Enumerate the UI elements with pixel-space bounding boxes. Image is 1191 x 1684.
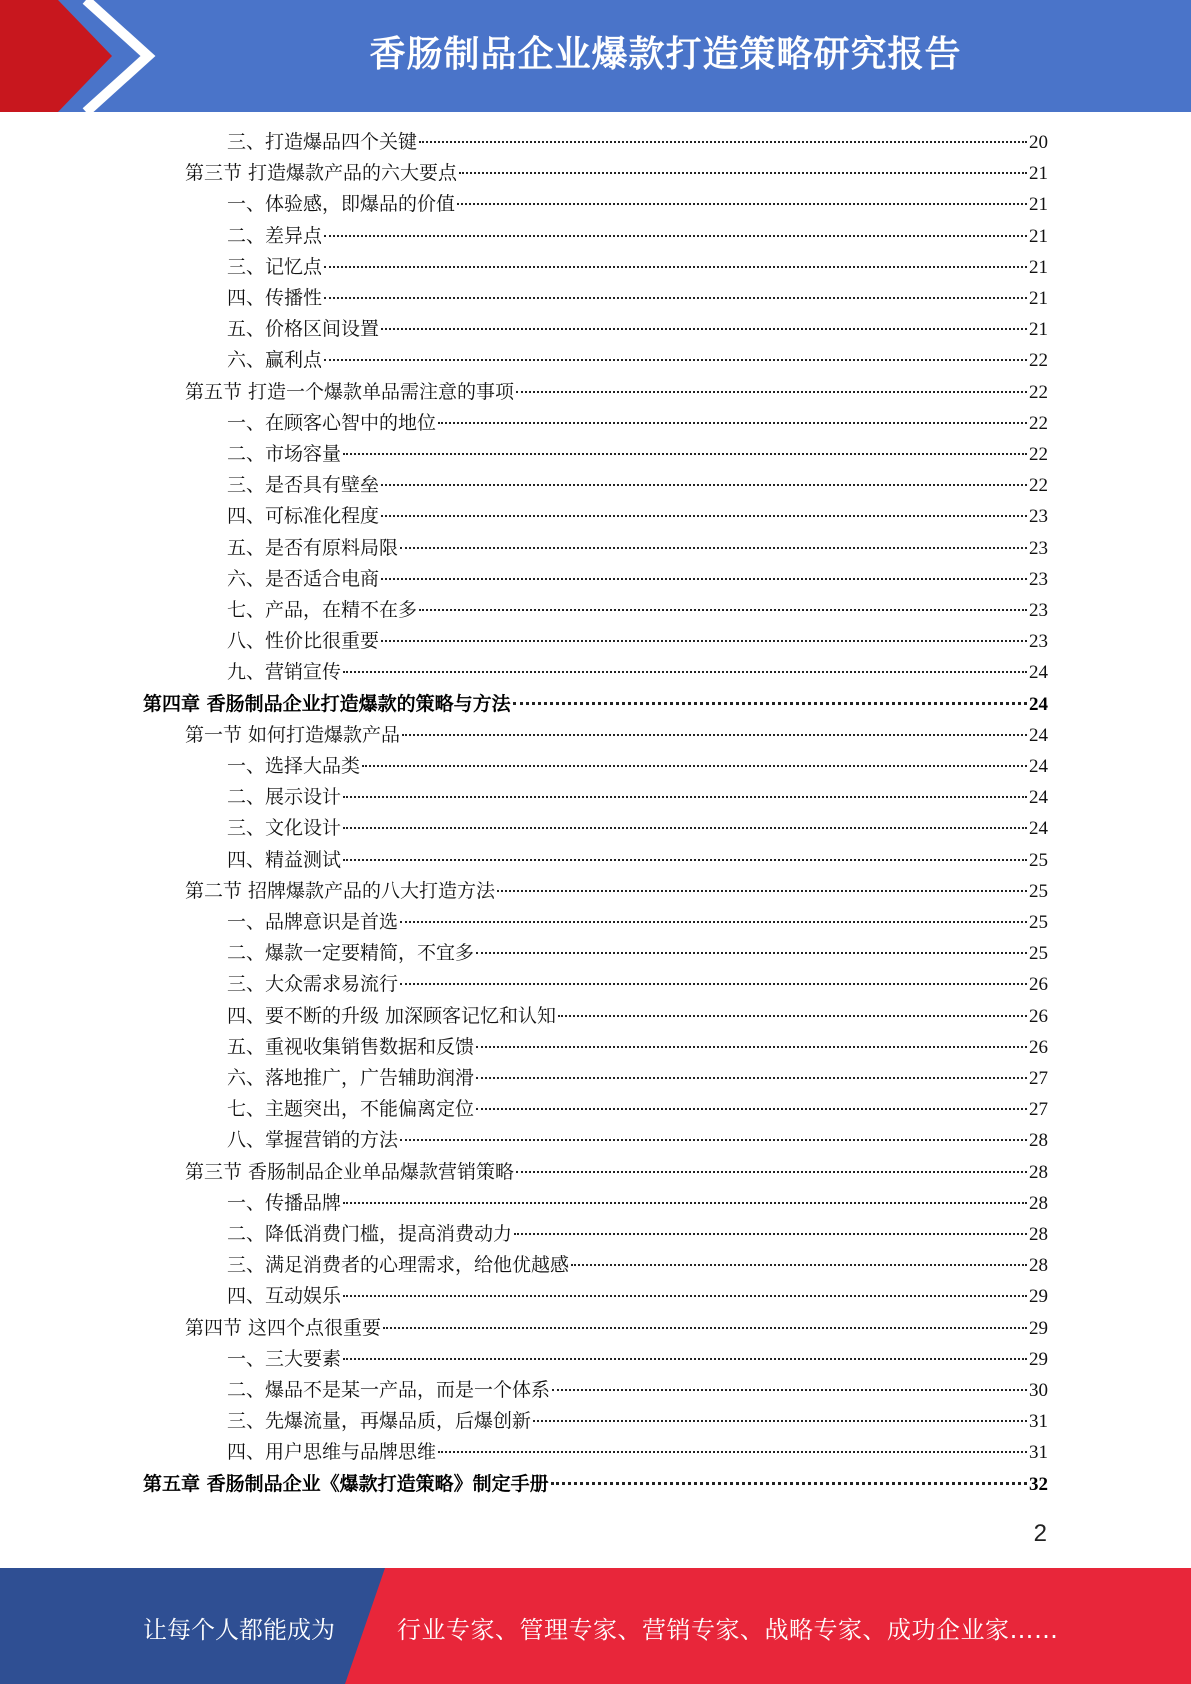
toc-entry-section[interactable] (185, 378, 1048, 406)
toc-dot-leader (516, 391, 1027, 393)
toc-entry-page: 22 (1029, 412, 1048, 434)
toc-dot-leader (343, 671, 1027, 673)
toc-entry-page: 21 (1029, 225, 1048, 247)
toc-entry-page: 25 (1029, 849, 1048, 871)
toc-entry-page: 28 (1029, 1224, 1048, 1245)
toc-entry-page: 24 (1029, 693, 1048, 715)
toc-entry-item[interactable] (227, 222, 1048, 250)
toc-entry-title: 第二节 招牌爆款产品的八大打造方法 (185, 879, 496, 902)
toc-entry-page: 23 (1029, 631, 1048, 653)
toc-entry-page: 31 (1029, 1411, 1048, 1433)
toc-entry-page: 21 (1029, 319, 1048, 341)
toc-entry-item[interactable] (227, 1002, 1048, 1030)
toc-entry-item[interactable] (227, 1251, 1048, 1279)
toc-entry-page: 28 (1029, 1161, 1048, 1183)
toc-dot-leader (497, 890, 1027, 892)
toc-entry-page: 28 (1029, 1192, 1048, 1214)
toc-entry-page: 26 (1029, 1036, 1048, 1058)
toc-entry-title: 一、品牌意识是首选 (227, 911, 399, 933)
toc-dot-leader (362, 765, 1027, 767)
page-number: 2 (1033, 1520, 1047, 1547)
toc-entry-title: 四、传播性 (227, 287, 323, 309)
toc-entry-title: 二、降低消费门槛，提高消费动力 (227, 1223, 513, 1245)
toc-dot-leader (381, 328, 1027, 330)
footer-slogan-lead: 让每个人都能成为 (143, 1616, 335, 1644)
toc-dot-leader (419, 141, 1027, 143)
toc-dot-leader (343, 1202, 1027, 1204)
toc-entry-title: 六、是否适合电商 (227, 567, 380, 590)
toc-entry-title: 第三节 香肠制品企业单品爆款营销策略 (185, 1160, 515, 1183)
toc-entry-chapter[interactable] (143, 1470, 1048, 1498)
toc-entry-page: 24 (1029, 787, 1048, 809)
toc-entry-title: 一、在顾客心智中的地位 (227, 411, 437, 434)
toc-entry-title: 第五章 香肠制品企业《爆款打造策略》制定手册 (143, 1472, 549, 1495)
toc-entry-item[interactable] (227, 440, 1048, 468)
toc-dot-leader (551, 1482, 1027, 1485)
toc-entry-page: 22 (1029, 444, 1048, 465)
toc-entry-page: 25 (1029, 912, 1048, 933)
toc-dot-leader (383, 1327, 1027, 1329)
toc-entry-item[interactable] (227, 1064, 1048, 1092)
toc-entry-item[interactable] (227, 658, 1048, 686)
toc-entry-item[interactable] (227, 846, 1048, 874)
report-title: 香肠制品企业爆款打造策略研究报告 (369, 34, 962, 75)
toc-entry-title: 六、落地推广，广告辅助润滑 (227, 1067, 475, 1089)
toc-entry-title: 三、记忆点 (227, 255, 323, 278)
toc-dot-leader (324, 359, 1027, 361)
toc-entry-page: 32 (1029, 1473, 1048, 1495)
toc-entry-item[interactable] (227, 471, 1048, 499)
toc-entry-title: 二、爆款一定要精简，不宜多 (227, 942, 475, 965)
toc-entry-item[interactable] (227, 502, 1048, 530)
toc-entry-title: 四、用户思维与品牌思维 (227, 1441, 437, 1464)
toc-entry-item[interactable] (227, 752, 1048, 780)
toc-dot-leader (476, 1108, 1027, 1110)
toc-entry-page: 29 (1029, 1348, 1048, 1370)
toc-entry-item[interactable] (227, 1282, 1048, 1310)
toc-entry-item[interactable] (227, 1220, 1048, 1248)
toc-entry-item[interactable] (227, 814, 1048, 842)
toc-dot-leader (381, 578, 1027, 580)
toc-entry-page: 31 (1029, 1442, 1048, 1464)
toc-entry-page: 27 (1029, 1068, 1048, 1089)
toc-entry-title: 三、打造爆品四个关键 (227, 131, 418, 153)
toc-entry-title: 九、营销宣传 (227, 661, 342, 684)
toc-entry-page: 22 (1029, 475, 1048, 497)
toc-entry-page: 30 (1029, 1380, 1048, 1401)
toc-entry-item[interactable] (227, 970, 1048, 998)
toc-entry-title: 三、是否具有壁垒 (227, 474, 380, 497)
toc-entry-item[interactable] (227, 284, 1048, 312)
toc-entry-title: 第三节 打造爆款产品的六大要点 (185, 162, 458, 185)
toc-entry-title: 三、文化设计 (227, 817, 342, 840)
toc-entry-item[interactable] (227, 190, 1048, 218)
toc-dot-leader (343, 453, 1027, 455)
page-footer (0, 1568, 1191, 1684)
toc-dot-leader (400, 983, 1027, 985)
toc-entry-page: 26 (1029, 1005, 1048, 1027)
toc-entry-page: 21 (1029, 194, 1048, 216)
toc-entry-title: 二、爆品不是某一产品，而是一个体系 (227, 1379, 551, 1401)
toc-entry-item[interactable] (227, 315, 1048, 343)
toc-entry-title: 二、差异点 (227, 224, 323, 247)
toc-entry-item[interactable] (227, 596, 1048, 624)
toc-dot-leader (343, 796, 1027, 798)
toc-entry-item[interactable] (227, 534, 1048, 562)
toc-entry-page: 20 (1029, 132, 1048, 153)
toc-dot-leader (571, 1264, 1027, 1266)
toc-dot-leader (400, 1139, 1027, 1141)
toc-entry-title: 一、三大要素 (227, 1347, 342, 1370)
toc-entry-item[interactable] (227, 908, 1048, 936)
toc-entry-item[interactable] (227, 346, 1048, 374)
toc-entry-item[interactable] (227, 1189, 1048, 1217)
footer-slogan-roles: 行业专家、管理专家、营销专家、战略专家、成功企业家…… (397, 1616, 1059, 1644)
toc-entry-page: 21 (1029, 163, 1048, 185)
toc-dot-leader (459, 172, 1027, 174)
page-header (0, 0, 1191, 112)
toc-entry-page: 29 (1029, 1317, 1048, 1339)
toc-entry-title: 三、大众需求易流行 (227, 973, 399, 996)
toc-dot-leader (381, 640, 1027, 642)
toc-dot-leader (343, 1358, 1027, 1360)
toc-dot-leader (476, 1077, 1027, 1079)
toc-entry-page: 23 (1029, 537, 1048, 559)
toc-entry-page: 28 (1029, 1255, 1048, 1277)
toc-entry-title: 第四节 这四个点很重要 (185, 1316, 382, 1339)
toc-entry-title: 七、主题突出，不能偏离定位 (227, 1098, 475, 1121)
toc-dot-leader (381, 515, 1027, 517)
toc-dot-leader (402, 734, 1027, 736)
toc-entry-page: 27 (1029, 1099, 1048, 1121)
toc-entry-item[interactable] (227, 409, 1048, 437)
toc-entry-item[interactable] (227, 253, 1048, 281)
toc-entry-title: 一、选择大品类 (227, 755, 361, 777)
toc-entry-page: 24 (1029, 818, 1048, 840)
toc-entry-title: 八、掌握营销的方法 (227, 1129, 399, 1152)
toc-entry-title: 四、要不断的升级 加深顾客记忆和认知 (227, 1004, 557, 1027)
toc-dot-leader (343, 859, 1027, 861)
toc-entry-section[interactable] (185, 159, 1048, 187)
toc-entry-page: 24 (1029, 662, 1048, 684)
toc-dot-leader (476, 1046, 1027, 1048)
toc-entry-item[interactable] (227, 128, 1048, 156)
toc-entry-title: 第四章 香肠制品企业打造爆款的策略与方法 (143, 692, 511, 715)
toc-entry-page: 23 (1029, 506, 1048, 528)
toc-entry-title: 四、互动娱乐 (227, 1285, 342, 1308)
toc-entry-page: 22 (1029, 381, 1048, 403)
toc-entry-item[interactable] (227, 1126, 1048, 1154)
toc-dot-leader (381, 484, 1027, 486)
toc-entry-section[interactable] (185, 721, 1048, 749)
toc-dot-leader (516, 1171, 1027, 1173)
toc-entry-page: 21 (1029, 288, 1048, 309)
toc-dot-leader (552, 1389, 1027, 1391)
toc-entry-page: 24 (1029, 756, 1048, 777)
toc-entry-title: 六、赢利点 (227, 349, 323, 372)
toc-dot-leader (457, 203, 1027, 205)
toc-entry-title: 五、是否有原料局限 (227, 536, 399, 559)
toc-entry-item[interactable] (227, 1407, 1048, 1435)
toc-entry-title: 二、展示设计 (227, 786, 342, 809)
toc-entry-title: 二、市场容量 (227, 443, 342, 465)
toc-entry-chapter[interactable] (143, 690, 1048, 718)
toc-dot-leader (343, 827, 1027, 829)
toc-entry-section[interactable] (185, 1158, 1048, 1186)
toc-dot-leader (438, 1451, 1027, 1453)
toc-dot-leader (324, 235, 1027, 237)
toc-entry-title: 七、产品，在精不在多 (227, 599, 418, 621)
toc-entry-title: 四、精益测试 (227, 848, 342, 871)
toc-entry-title: 八、性价比很重要 (227, 630, 380, 653)
toc-entry-page: 22 (1029, 350, 1048, 372)
toc-entry-page: 25 (1029, 880, 1048, 902)
toc-dot-leader (558, 1015, 1027, 1017)
toc-entry-page: 23 (1029, 568, 1048, 590)
toc-dot-leader (533, 1420, 1027, 1422)
toc-entry-item[interactable] (227, 1345, 1048, 1373)
toc-entry-title: 一、传播品牌 (227, 1191, 342, 1214)
toc-dot-leader (324, 297, 1027, 299)
toc-entry-item[interactable] (227, 939, 1048, 967)
toc-entry-item[interactable] (227, 1095, 1048, 1123)
toc-entry-page: 26 (1029, 974, 1048, 996)
toc-entry-page: 29 (1029, 1286, 1048, 1308)
toc-entry-page: 21 (1029, 256, 1048, 278)
toc-entry-page: 24 (1029, 724, 1048, 746)
toc-entry-page: 23 (1029, 600, 1048, 621)
toc-entry-title: 三、先爆流量，再爆品质，后爆创新 (227, 1410, 532, 1433)
toc-dot-leader (476, 952, 1027, 954)
toc-dot-leader (324, 266, 1027, 268)
toc-entry-item[interactable] (227, 1376, 1048, 1404)
toc-dot-leader (400, 921, 1027, 923)
toc-entry-section[interactable] (185, 1314, 1048, 1342)
toc-entry-item[interactable] (227, 565, 1048, 593)
toc-dot-leader (514, 1233, 1027, 1235)
toc-entry-title: 四、可标准化程度 (227, 505, 380, 528)
toc-entry-title: 第一节 如何打造爆款产品 (185, 723, 401, 746)
toc-entry-title: 三、满足消费者的心理需求，给他优越感 (227, 1254, 570, 1277)
toc-entry-page: 25 (1029, 943, 1048, 965)
toc-entry-item[interactable] (227, 1033, 1048, 1061)
toc-dot-leader (513, 702, 1027, 705)
toc-entry-page: 28 (1029, 1130, 1048, 1152)
toc-entry-title: 五、重视收集销售数据和反馈 (227, 1035, 475, 1058)
toc-dot-leader (343, 1295, 1027, 1297)
toc-entry-title: 五、价格区间设置 (227, 318, 380, 341)
red-arrow-decoration (0, 0, 160, 112)
toc-entry-item[interactable] (227, 783, 1048, 811)
toc-entry-title: 第五节 打造一个爆款单品需注意的事项 (185, 380, 515, 403)
toc-dot-leader (419, 609, 1027, 611)
toc-entry-item[interactable] (227, 627, 1048, 655)
toc-entry-title: 一、体验感，即爆品的价值 (227, 193, 456, 216)
toc-entry-section[interactable] (185, 877, 1048, 905)
toc-entry-item[interactable] (227, 1438, 1048, 1466)
toc-dot-leader (400, 547, 1027, 549)
toc-dot-leader (438, 422, 1027, 424)
